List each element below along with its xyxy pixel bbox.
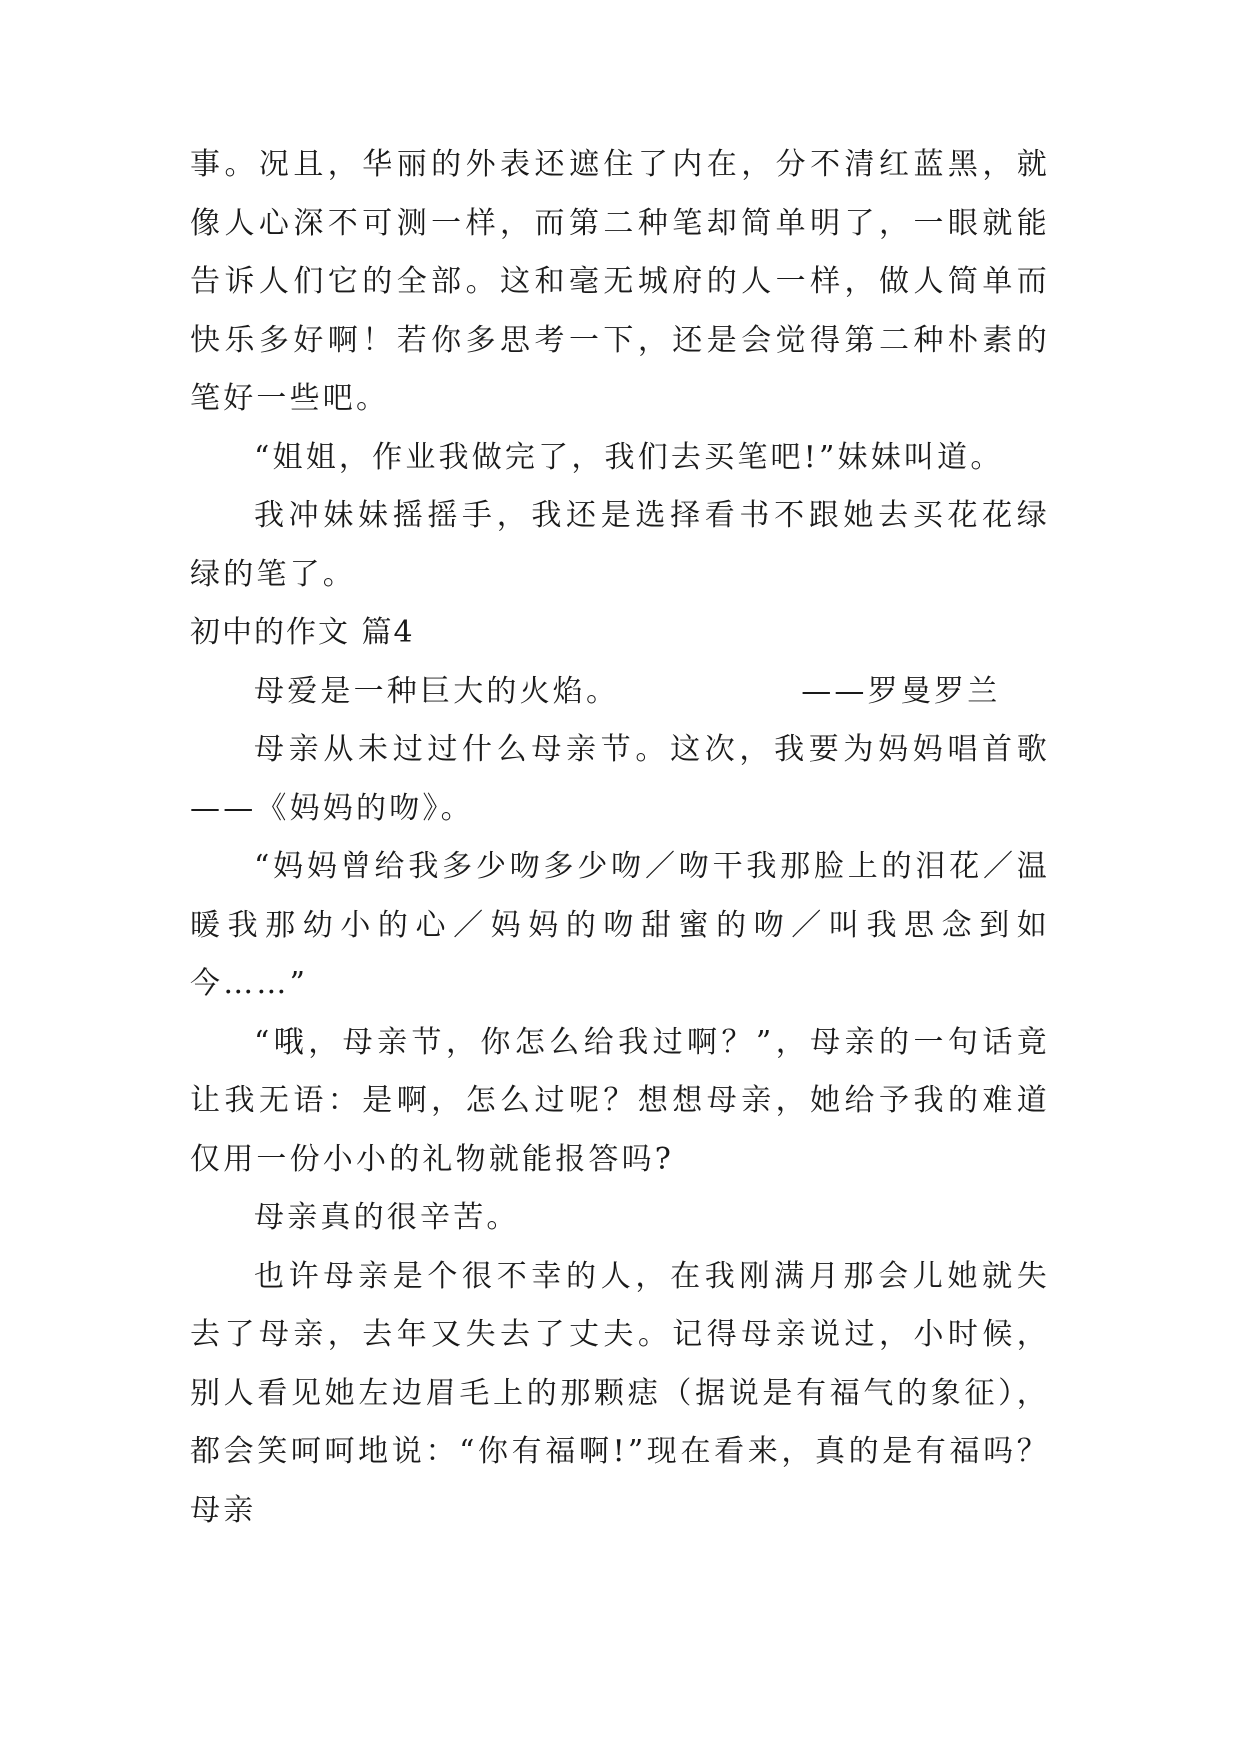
epigraph-quote: 母爱是一种巨大的火焰。 xyxy=(254,673,620,709)
paragraph-hardship: 母亲真的很辛苦。 xyxy=(254,1200,520,1235)
continued-paragraph: 事。况且，华丽的外表还遮住了内在，分不清红蓝黑，就像人心深不可测一样，而第二种笔却简单明了，一眼就能告诉人们它的全部。这和毫无城府的人一样，做人简单而快乐多好啊！若你多思考一下，还是会觉得第二种朴素的笔好一些吧。 xyxy=(190,147,1050,416)
epigraph xyxy=(190,663,1050,722)
essay-body xyxy=(190,136,1050,1540)
paragraph-song: “妈妈曾给我多少吻多少吻／吻干我那脸上的泪花／温暖我那幼小的心／妈妈的吻甜蜜的吻／叫我思念到如今……” xyxy=(190,849,1050,1001)
paragraph-mothers-day: 母亲从未过过什么母亲节。这次，我要为妈妈唱首歌——《妈妈的吻》。 xyxy=(190,732,1050,826)
paragraph-sister: “姐姐，作业我做完了，我们去买笔吧!”妹妹叫道。 xyxy=(254,439,1004,475)
paragraph-question: “哦，母亲节，你怎么给我过啊？”，母亲的一句话竟让我无语：是啊，怎么过呢？想想母亲，她给予我的难道仅用一份小小的礼物就能报答吗? xyxy=(190,1024,1050,1177)
section-title: 初中的作文 篇4 xyxy=(190,615,415,650)
paragraph-misfortune: 也许母亲是个很不幸的人，在我刚满月那会儿她就失去了母亲，去年又失去了丈夫。记得母亲说过，小时候，别人看见她左边眉毛上的那颗痣（据说是有福气的象征），都会笑呵呵地说：“你有福啊!”现在看来，真的是有福吗？母亲 xyxy=(190,1258,1050,1528)
epigraph-source: ——罗曼罗兰 xyxy=(801,673,1001,709)
paragraph-choice: 我冲妹妹摇摇手，我还是选择看书不跟她去买花花绿绿的笔了。 xyxy=(190,498,1050,592)
